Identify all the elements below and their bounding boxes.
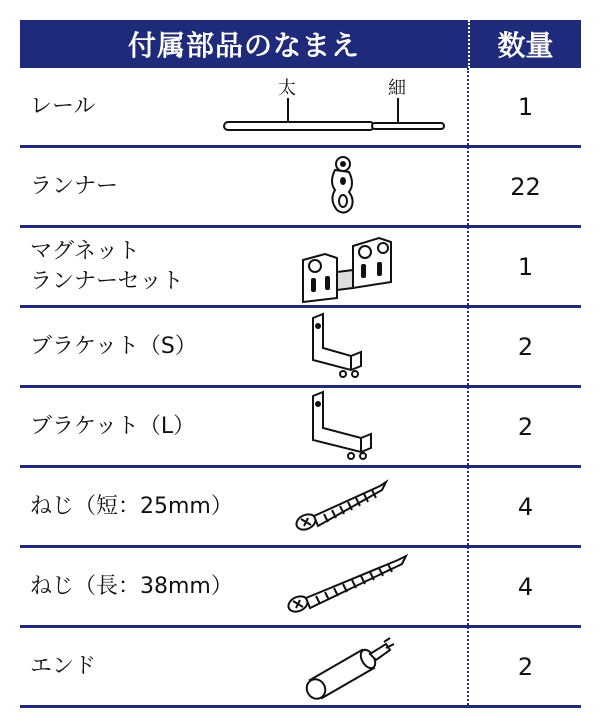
table-row [20, 628, 581, 708]
bracket-l-icon [305, 388, 385, 465]
table-row [20, 468, 581, 548]
part-quantity: 1 [517, 92, 534, 121]
part-name: ねじ（長：38mm） [30, 573, 233, 599]
runner-icon [315, 148, 375, 225]
part-name: エンド [30, 653, 97, 679]
table-row [20, 68, 581, 148]
column-divider [467, 68, 469, 708]
table-row [20, 148, 581, 228]
part-quantity: 2 [517, 412, 534, 441]
part-name: マグネット ランナーセット [30, 238, 184, 294]
header-quantity: 数量 [497, 29, 554, 62]
rail-thick-label: 太 [278, 78, 296, 99]
part-name: ブラケット（S） [30, 333, 197, 359]
rail-icon [220, 68, 450, 145]
part-quantity: 4 [517, 492, 534, 521]
part-name: ランナー [30, 173, 119, 199]
part-name: ねじ（短：25mm） [30, 493, 233, 519]
part-quantity: 1 [517, 252, 534, 281]
part-name: ブラケット（L） [30, 413, 196, 439]
bracket-s-icon [305, 308, 375, 385]
table-row [20, 548, 581, 628]
part-quantity: 2 [517, 332, 534, 361]
screw-long-icon [278, 548, 418, 625]
magnet-runner-set-icon [295, 228, 405, 305]
header-part-name: 付属部品のなまえ [127, 29, 360, 62]
part-quantity: 2 [517, 652, 534, 681]
table-row [20, 228, 581, 308]
table-row [20, 308, 581, 388]
rail-thin-label: 細 [388, 78, 406, 99]
table-row [20, 388, 581, 468]
part-quantity: 4 [517, 572, 534, 601]
part-name: レール [30, 93, 96, 119]
screw-short-icon [290, 468, 400, 545]
part-quantity: 22 [510, 172, 541, 201]
end-cap-icon [290, 628, 400, 705]
table-header [20, 20, 581, 68]
parts-table [20, 20, 581, 708]
